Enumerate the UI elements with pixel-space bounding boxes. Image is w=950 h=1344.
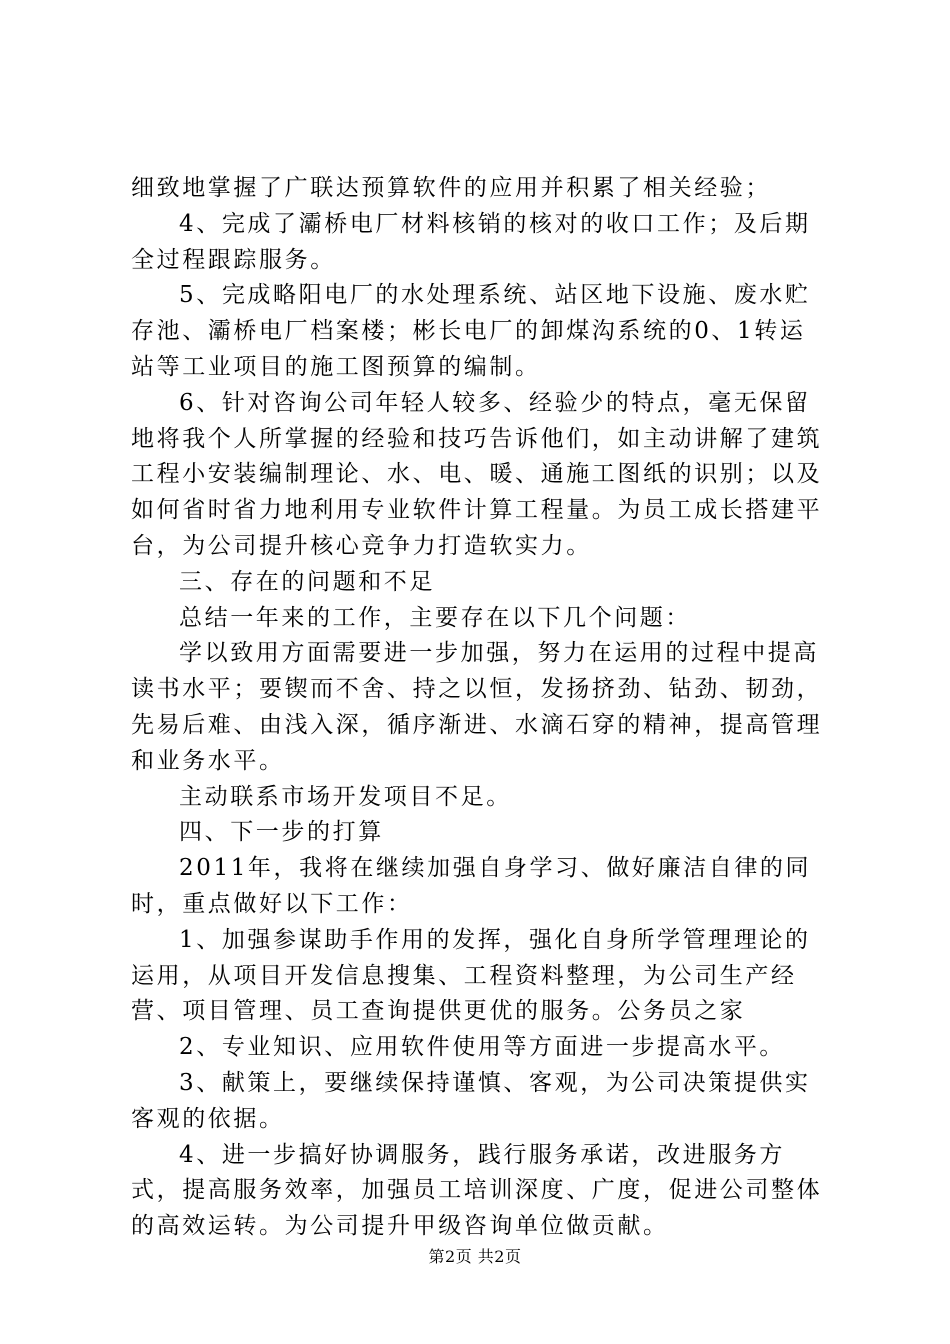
paragraph: 2、专业知识、应用软件使用等方面进一步提高水平。 (179, 1034, 786, 1061)
section-heading: 三、存在的问题和不足 (179, 568, 435, 595)
paragraph: 1、加强参谋助手作用的发挥，强化自身所学管理理论的运用，从项目开发信息搜集、工程资料整理，为公司生产经营、项目管理、员工查询提供更优的服务。公务员之家 (131, 926, 811, 1025)
paragraph: 2011年，我将在继续加强自身学习、做好廉洁自律的同时，重点做好以下工作： (131, 855, 812, 917)
paragraph: 4、进一步搞好协调服务，践行服务承诺，改进服务方式，提高服务效率，加强员工培训深度、广度，促进公司整体的高效运转。为公司提升甲级咨询单位做贡献。 (131, 1141, 823, 1240)
paragraph: 学以致用方面需要进一步加强，努力在运用的过程中提高读书水平；要锲而不舍、持之以恒，发扬挤劲、钻劲、韧劲，先易后难、由浅入深，循序渐进、水滴石穿的精神，提高管理和业务水平。 (131, 640, 823, 774)
paragraph: 3、献策上，要继续保持谨慎、客观，为公司决策提供实客观的依据。 (131, 1069, 811, 1132)
paragraph: 细致地掌握了广联达预算软件的应用并积累了相关经验； (131, 175, 771, 201)
document-body (131, 171, 831, 1245)
page-number-footer: 第2页 共2页 (428, 1247, 522, 1266)
paragraph: 5、完成略阳电厂的水处理系统、站区地下设施、废水贮存池、灞桥电厂档案楼；彬长电厂的卸煤沟系统的0、1转运站等工业项目的施工图预算的编制。 (131, 282, 811, 380)
paragraph: 总结一年来的工作，主要存在以下几个问题： (179, 604, 691, 631)
section-heading: 四、下一步的打算 (179, 819, 384, 846)
paragraph: 主动联系市场开发项目不足。 (179, 783, 512, 810)
paragraph: 6、针对咨询公司年轻人较多、经验少的特点，毫无保留地将我个人所掌握的经验和技巧告诉他们，如主动讲解了建筑工程小安装编制理论、水、电、暖、通施工图纸的识别；以及如何省时省力地利用专业软件计算工程量。为员工成长搭建平台，为公司提升核心竞争力打造软实力。 (131, 389, 823, 559)
paragraph: 4、完成了灞桥电厂材料核销的核对的收口工作；及后期全过程跟踪服务。 (131, 210, 811, 273)
